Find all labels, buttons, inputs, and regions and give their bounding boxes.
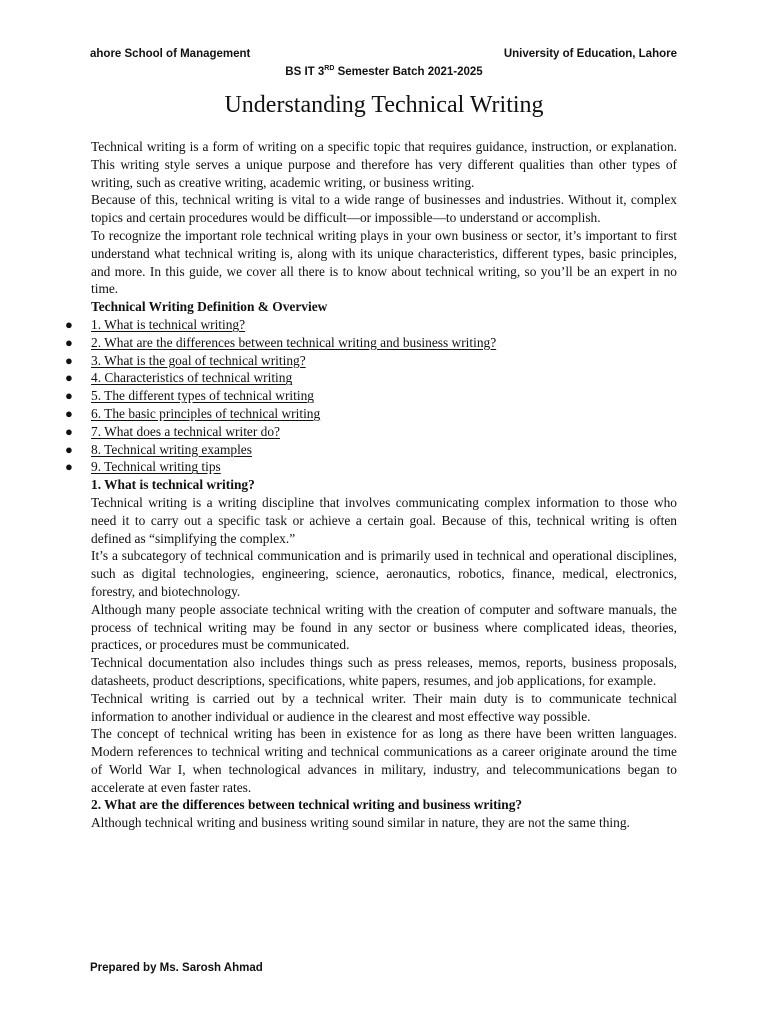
section-1-paragraph-1: Technical writing is a writing discipline that involves communicating complex information to those who need it to carry out a specific task or achieve a certain goal. Because of this, technical writing is often defined as “simplifying the complex.”	[91, 494, 677, 546]
toc-link-7[interactable]: 7. What does a technical writer do?	[91, 423, 281, 439]
toc-item	[65, 334, 677, 352]
bullet-icon: ●	[65, 441, 73, 457]
toc-link-4[interactable]: 4. Characteristics of technical writing	[91, 370, 293, 386]
footer-prepared-by: Prepared by Ms. Sarosh Ahmad	[90, 962, 263, 974]
bullet-icon: ●	[65, 334, 73, 350]
header-school: ahore School of Management	[90, 48, 251, 60]
toc-list	[65, 316, 677, 476]
document-body	[65, 138, 677, 832]
toc-item	[65, 405, 677, 423]
toc-link-8[interactable]: 8. Technical writing examples	[91, 441, 252, 457]
toc-item	[65, 352, 677, 370]
section-2-heading: 2. What are the differences between technical writing and business writing?	[91, 797, 523, 813]
toc-link-9[interactable]: 9. Technical writing tips	[91, 459, 221, 475]
bullet-icon: ●	[65, 316, 73, 332]
toc-item	[65, 458, 677, 476]
section-1-paragraph-2: It’s a subcategory of technical communication and is primarily used in technical and operational disciplines, such as digital technologies, engineering, science, aeronautics, robotics, finance, medical, electronics, forestry, and biotechnology.	[91, 548, 677, 599]
toc-item	[65, 369, 677, 387]
toc-item	[65, 423, 677, 441]
intro-paragraph-1: Technical writing is a form of writing on a specific topic that requires guidance, instruction, or explanation. This writing style serves a unique purpose and therefore has very different qualities than other types of writing, such as creative writing, academic writing, or business writing.	[91, 139, 677, 190]
toc-link-1[interactable]: 1. What is technical writing?	[91, 316, 246, 332]
header-batch-sup: RD	[324, 65, 335, 72]
bullet-icon: ●	[65, 352, 73, 368]
header-batch-prefix: BS IT 3	[285, 65, 325, 78]
bullet-icon: ●	[65, 423, 73, 439]
intro-paragraph-2: Because of this, technical writing is vital to a wide range of businesses and industries. Without it, complex topics and certain procedures would be difficult—or impossible—to understand or accomplish.	[91, 192, 677, 226]
section-1-paragraph-5: Technical writing is carried out by a technical writer. Their main duty is to communicate technical information to another individual or audience in the clearest and most effective way possible.	[91, 690, 677, 724]
intro-paragraph-3: To recognize the important role technical writing plays in your own business or sector, it’s important to first understand what technical writing is, along with its unique characteristics, different types, basic principles, and more. In this guide, we cover all there is to know about technical writing, so you’ll be an expert in no time.	[91, 227, 677, 297]
section-1-paragraph-4: Technical documentation also includes things such as press releases, memos, reports, business proposals, datasheets, product descriptions, specifications, white papers, resumes, and job applications, for example.	[91, 655, 677, 688]
toc-heading: Technical Writing Definition & Overview	[91, 299, 328, 315]
bullet-icon: ●	[65, 370, 73, 386]
toc-link-6[interactable]: 6. The basic principles of technical writing	[91, 405, 321, 421]
toc-link-2[interactable]: 2. What are the differences between technical writing and business writing?	[91, 334, 497, 350]
document-title: Understanding Technical Writing	[224, 92, 544, 118]
section-1-paragraph-6: The concept of technical writing has been in existence for as long as there have been written languages. Modern references to technical writing and technical communications as a career originate around the time of World War I, when technological advances in military, industry, and telecommunications began to accelerate at even faster rates.	[91, 726, 677, 795]
toc-link-5[interactable]: 5. The different types of technical writing	[91, 388, 314, 404]
bullet-icon: ●	[65, 388, 73, 404]
toc-link-3[interactable]: 3. What is the goal of technical writing?	[91, 352, 306, 368]
section-2-paragraph-1: Although technical writing and business writing sound similar in nature, they are not the same thing.	[91, 815, 630, 831]
bullet-icon: ●	[65, 459, 73, 475]
toc-item	[65, 387, 677, 405]
header-university: University of Education, Lahore	[503, 48, 677, 60]
header-batch-suffix: Semester Batch 2021-2025	[334, 65, 483, 78]
section-1-paragraph-3: Although many people associate technical writing with the creation of computer and software manuals, the process of technical writing may be found in any sector or business where complicated ideas, theories, practices, or procedures must be communicated.	[91, 601, 677, 653]
toc-item	[65, 441, 677, 459]
toc-item	[65, 316, 677, 334]
header-batch	[0, 65, 768, 78]
bullet-icon: ●	[65, 405, 73, 421]
section-1-heading: 1. What is technical writing?	[91, 477, 255, 493]
